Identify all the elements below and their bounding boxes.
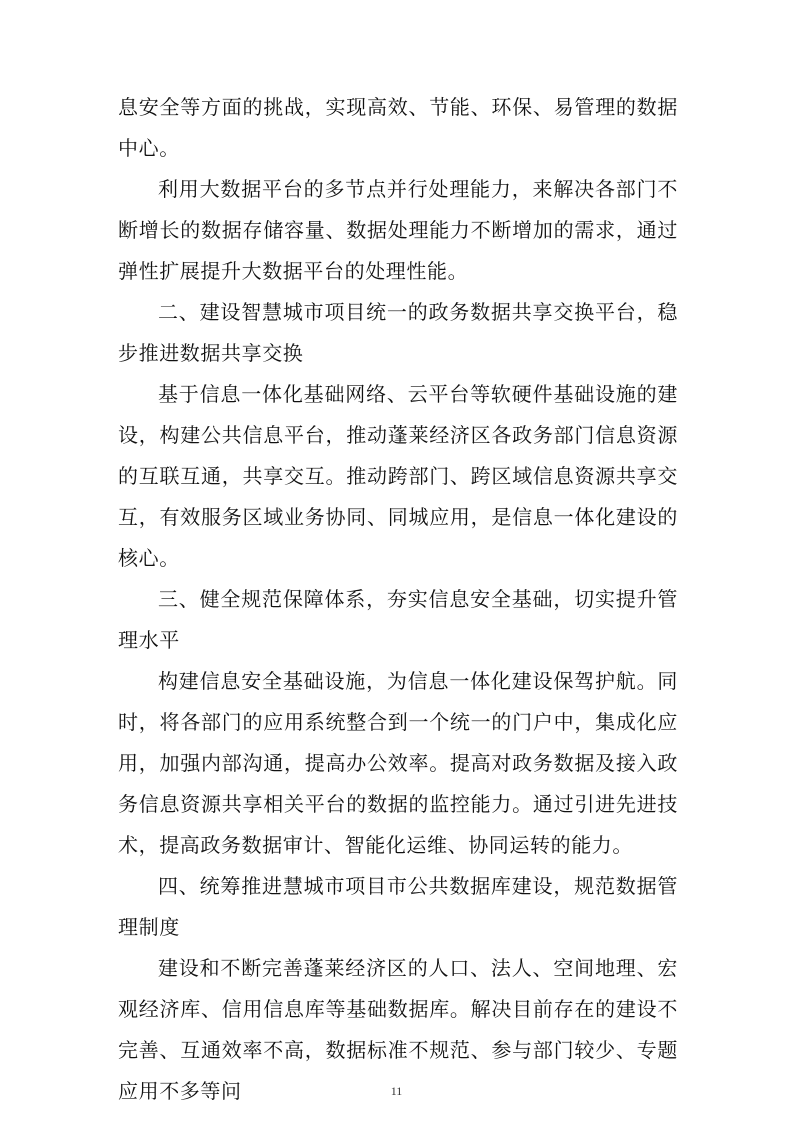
paragraph-info-platform: 基于信息一体化基础网络、云平台等软硬件基础设施的建设，构建公共信息平台，推动蓬莱经济区各政务部门信息资源的互联互通，共享交互。推动跨部门、跨区域信息资源共享交互，有效服务区域业务协同、同城应用，是信息一体化建设的核心。	[118, 382, 678, 570]
section-heading-2: 二、建设智慧城市项目统一的政务数据共享交换平台，稳步推进数据共享交换	[118, 300, 678, 365]
body-text	[118, 87, 678, 1112]
section-heading-4: 四、统筹推进慧城市项目市公共数据库建设，规范数据管理制度	[118, 874, 678, 939]
paragraph-big-data-platform: 利用大数据平台的多节点并行处理能力，来解决各部门不断增长的数据存储容量、数据处理能力不断增加的需求，通过弹性扩展提升大数据平台的处理性能。	[118, 177, 678, 283]
section-heading-3: 三、健全规范保障体系，夯实信息安全基础，切实提升管理水平	[118, 587, 678, 652]
page-number: 11	[390, 1084, 403, 1098]
paragraph-continuation: 息安全等方面的挑战，实现高效、节能、环保、易管理的数据中心。	[118, 95, 678, 160]
paragraph-security-infrastructure: 构建信息安全基础设施，为信息一体化建设保驾护航。同时，将各部门的应用系统整合到一个统一的门户中，集成化应用，加强内部沟通，提高办公效率。提高对政务数据及接入政务信息资源共享相关平台的数据的监控能力。通过引进先进技术，提高政务数据审计、智能化运维、协同运转的能力。	[118, 669, 678, 857]
paragraph-database-construction: 建设和不断完善蓬莱经济区的人口、法人、空间地理、宏观经济库、信用信息库等基础数据库。解决目前存在的建设不完善、互通效率不高，数据标准不规范、参与部门较少、专题应用不多等问	[118, 956, 678, 1103]
